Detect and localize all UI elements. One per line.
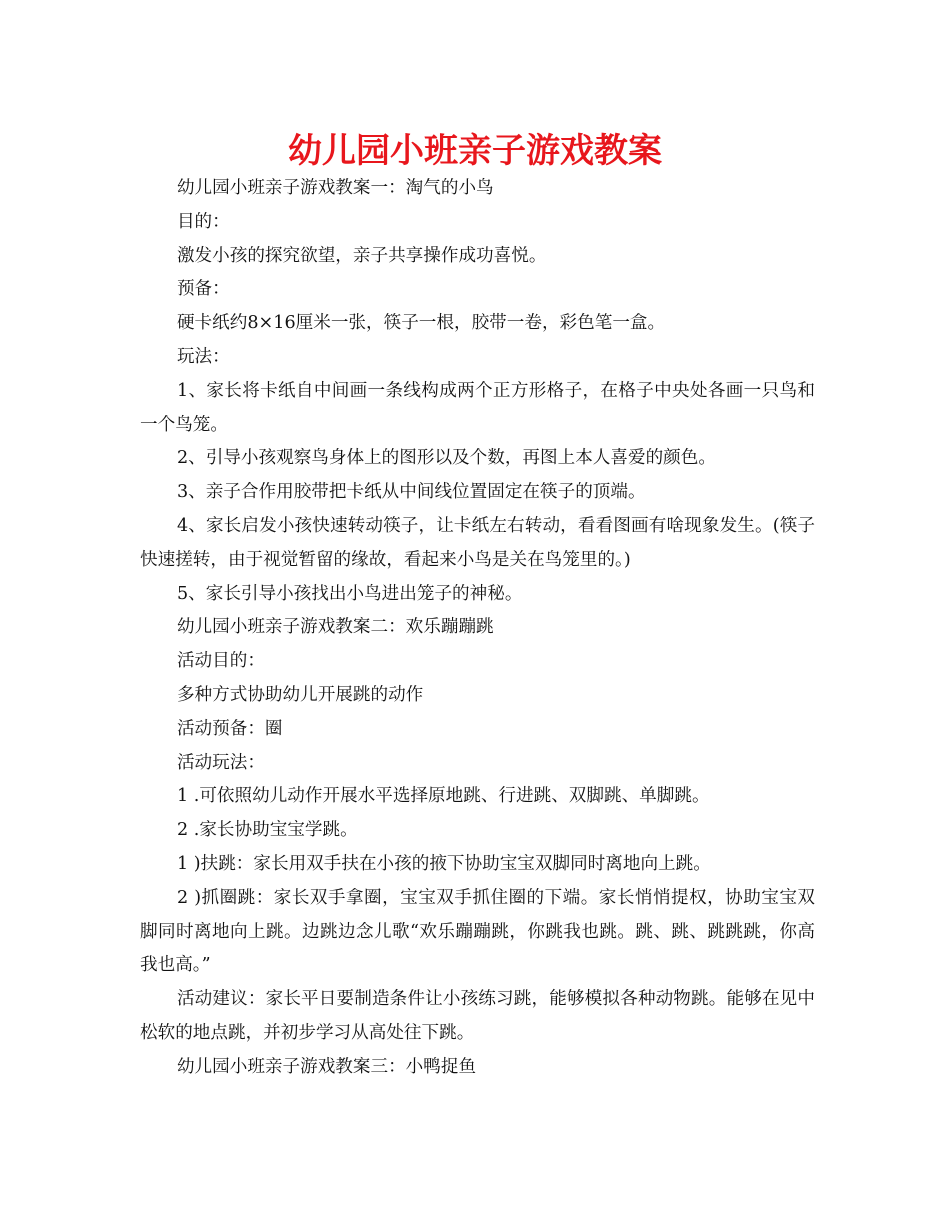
paragraph-activity-play-label: 活动玩法： — [176, 752, 265, 773]
paragraph-step-3: 3、亲子合作用胶带把卡纸从中间线位置固定在筷子的顶端。 — [176, 482, 646, 503]
paragraph-step-4: 4、家长启发小孩快速转动筷子，让卡纸左右转动，看看图画有啥现象发生。(筷子快速搓转，由于视觉暂留的缘故，看起来小鸟是关在鸟笼里的。) — [140, 515, 815, 570]
paragraph-preparation-label: 预备： — [176, 279, 230, 300]
paragraph-lesson-three-heading: 幼儿园小班亲子游戏教案三：小鸭捉鱼 — [176, 1056, 477, 1077]
paragraph-activity-purpose-label: 活动目的： — [176, 651, 265, 672]
paragraph-purpose-text: 激发小孩的探究欲望，亲子共享操作成功喜悦。 — [176, 245, 547, 266]
paragraph-step-2: 2、引导小孩观察鸟身体上的图形以及个数，再图上本人喜爱的颜色。 — [176, 448, 716, 469]
paragraph-preparation-text: 硬卡纸约8×16厘米一张，筷子一根，胶带一卷，彩色笔一盒。 — [176, 313, 666, 334]
paragraph-activity-item-2: 2 .家长协助宝宝学跳。 — [176, 820, 358, 841]
paragraph-step-1: 1、家长将卡纸自中间画一条线构成两个正方形格子，在格子中央处各画一只鸟和一个鸟笼。 — [140, 380, 815, 435]
paragraph-activity-item-1: 1 .可依照幼儿动作开展水平选择原地跳、行进跳、双脚跳、单脚跳。 — [176, 786, 710, 807]
paragraph-lesson-one-heading: 幼儿园小班亲子游戏教案一：淘气的小鸟 — [176, 178, 494, 198]
paragraph-activity-subitem-1: 1 )扶跳：家长用双手扶在小孩的掖下协助宝宝双脚同时离地向上跳。 — [176, 853, 711, 874]
paragraph-purpose-label: 目的： — [176, 211, 230, 232]
paragraph-lesson-two-heading: 幼儿园小班亲子游戏教案二：欢乐蹦蹦跳 — [176, 617, 494, 638]
paragraph-play-label: 玩法： — [176, 346, 230, 367]
document-title: 幼儿园小班亲子游戏教案 — [288, 131, 662, 171]
paragraph-activity-preparation: 活动预备：圈 — [176, 718, 283, 739]
paragraph-activity-suggestion: 活动建议：家长平日要制造条件让小孩练习跳，能够模拟各种动物跳。能够在见中松软的地点跳，并初步学习从高处往下跳。 — [140, 989, 815, 1043]
paragraph-step-5: 5、家长引导小孩找出小鸟进出笼子的神秘。 — [176, 583, 523, 604]
paragraph-activity-purpose-text: 多种方式协助幼儿开展跳的动作 — [176, 684, 424, 705]
document-body — [140, 172, 815, 1085]
paragraph-activity-subitem-2: 2 )抓圈跳：家长双手拿圈，宝宝双手抓住圈的下端。家长悄悄提权，协助宝宝双脚同时离地向上跳。边跳边念儿歌“欢乐蹦蹦跳，你跳我也跳。跳、跳、跳跳跳，你高我也高。” — [140, 887, 815, 976]
